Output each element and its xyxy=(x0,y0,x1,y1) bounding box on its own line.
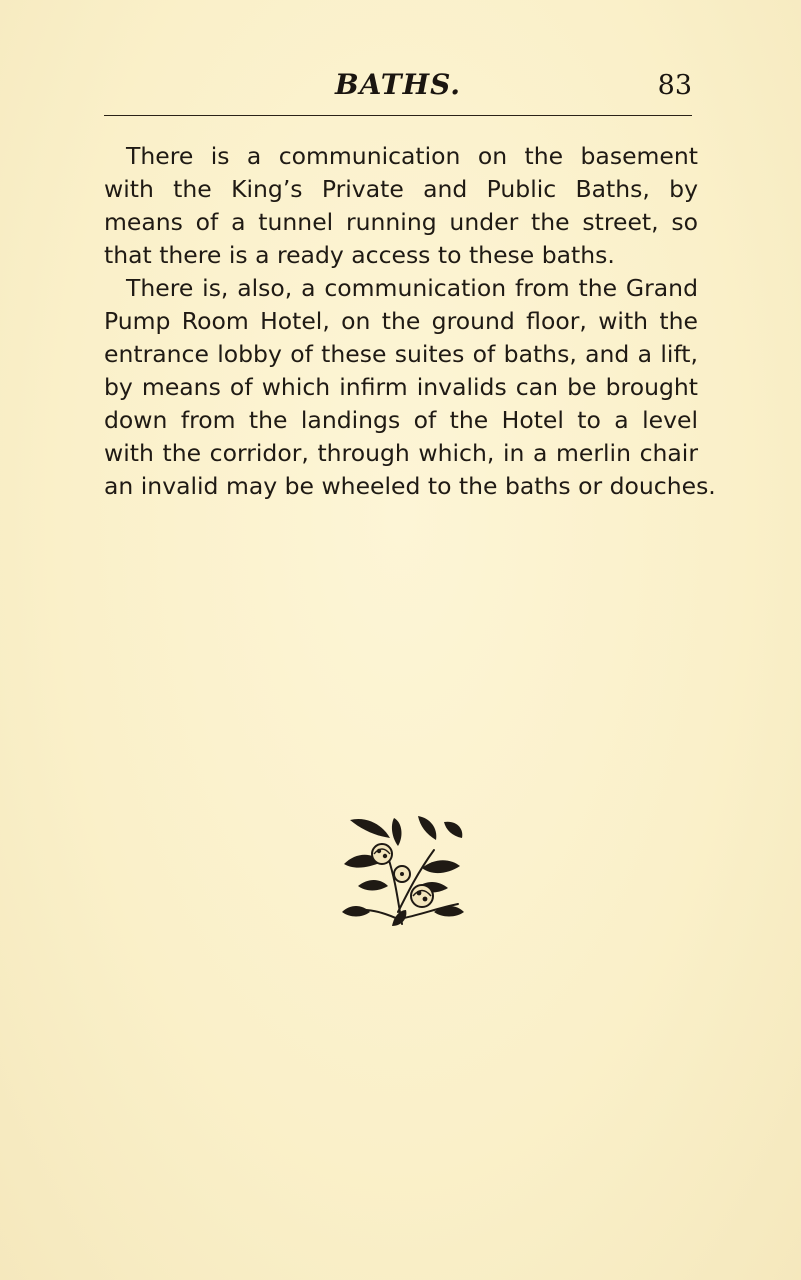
floral-tailpiece-icon xyxy=(338,812,466,930)
text-line: an invalid may be wheeled to the baths or douches. xyxy=(104,472,716,500)
running-head xyxy=(104,68,692,112)
text-line: with the corridor, through which, in a merlin chair xyxy=(104,439,698,467)
running-title: BATHS. xyxy=(334,68,462,101)
text-line: that there is a ready access to these baths. xyxy=(104,241,615,269)
page-number: 83 xyxy=(657,70,692,101)
body-text xyxy=(104,140,716,503)
text-line: There is a communication on the basement xyxy=(126,142,698,170)
header-rule xyxy=(104,115,692,116)
text-line: with the King’s Private and Public Baths, by xyxy=(104,175,698,203)
text-line: down from the landings of the Hotel to a level xyxy=(104,406,698,434)
text-line: Pump Room Hotel, on the ground floor, with the xyxy=(104,307,698,335)
paragraph-2 xyxy=(104,272,716,503)
text-line: by means of which infirm invalids can be brought xyxy=(104,373,698,401)
text-line: means of a tunnel running under the street, so xyxy=(104,208,698,236)
paragraph-1 xyxy=(104,140,698,272)
text-line: There is, also, a communication from the Grand xyxy=(126,274,698,302)
text-line: entrance lobby of these suites of baths, and a lift, xyxy=(104,340,698,368)
